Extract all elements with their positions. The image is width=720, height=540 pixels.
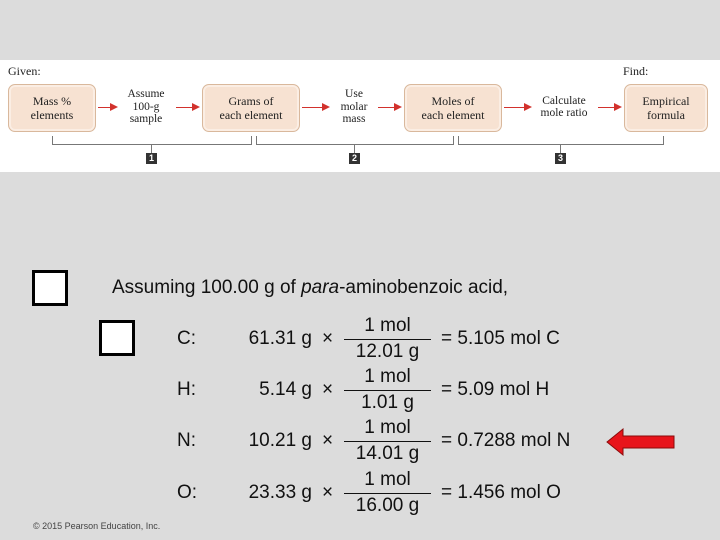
step-number-2: 2	[349, 153, 360, 164]
bracket-tick-3	[560, 145, 561, 153]
denominator: 1.01 g	[361, 392, 414, 413]
calc-row-carbon	[0, 314, 720, 366]
denominator: 16.00 g	[355, 495, 420, 516]
conversion-fraction	[344, 365, 431, 415]
mass-value: 61.31 g	[248, 328, 312, 349]
flow-arrow-6	[598, 107, 620, 108]
flow-arrow-4	[378, 107, 400, 108]
intro-sentence	[112, 277, 508, 299]
times-sign: ×	[322, 430, 334, 451]
numerator: 1 mol	[364, 417, 411, 438]
element-label: N:	[177, 430, 196, 451]
times-sign: ×	[322, 379, 334, 400]
box-empirical-formula: Empirical formula	[624, 84, 708, 132]
flow-arrow-2	[176, 107, 198, 108]
step-number-3: 3	[555, 153, 566, 164]
mass-value: 23.33 g	[248, 482, 312, 503]
bracket-step-3	[458, 136, 664, 145]
bracket-tick-1	[151, 145, 152, 153]
flow-arrow-3	[302, 107, 328, 108]
element-label: H:	[177, 379, 196, 400]
bracket-tick-2	[354, 145, 355, 153]
element-label: C:	[177, 328, 196, 349]
intro-italic: para	[301, 277, 340, 298]
denominator: 12.01 g	[355, 341, 420, 362]
intro-text: Assuming 100.00 g of	[112, 277, 302, 298]
denominator: 14.01 g	[355, 443, 420, 464]
times-sign: ×	[322, 482, 334, 503]
numerator: 1 mol	[364, 469, 411, 490]
given-label: Given:	[8, 64, 41, 78]
result: = 1.456 mol O	[441, 482, 561, 503]
mass-value: 5.14 g	[259, 379, 312, 400]
box-grams: Grams of each element	[202, 84, 300, 132]
box-mass-percent: Mass % elements	[8, 84, 96, 132]
bracket-step-2	[256, 136, 454, 145]
copyright-notice: © 2015 Pearson Education, Inc.	[33, 521, 161, 531]
flowchart	[0, 60, 720, 172]
numerator: 1 mol	[364, 366, 411, 387]
find-label: Find:	[623, 64, 649, 78]
checkbox-square-1[interactable]	[32, 270, 68, 306]
element-label: O:	[177, 482, 198, 503]
flow-arrow-5	[504, 107, 530, 108]
conversion-fraction	[344, 314, 431, 364]
result: = 0.7288 mol N	[441, 430, 571, 451]
intro-text-end: -aminobenzoic acid,	[339, 277, 509, 298]
red-left-arrow-icon	[606, 427, 676, 457]
conversion-fraction	[344, 468, 431, 518]
result: = 5.105 mol C	[441, 328, 560, 349]
step-calc-mole-ratio: Calculate mole ratio	[540, 94, 588, 119]
box-moles: Moles of each element	[404, 84, 502, 132]
numerator: 1 mol	[364, 315, 411, 336]
calc-row-hydrogen	[0, 365, 720, 417]
bracket-step-1	[52, 136, 252, 145]
conversion-fraction	[344, 416, 431, 466]
step-use-molar-mass: Use molar mass	[340, 88, 368, 126]
step-assume-sample: Assume 100-g sample	[127, 88, 165, 126]
result: = 5.09 mol H	[441, 379, 550, 400]
step-number-1: 1	[146, 153, 157, 164]
calc-row-oxygen	[0, 468, 720, 520]
mass-value: 10.21 g	[248, 430, 312, 451]
times-sign: ×	[322, 328, 334, 349]
flow-arrow-1	[98, 107, 116, 108]
